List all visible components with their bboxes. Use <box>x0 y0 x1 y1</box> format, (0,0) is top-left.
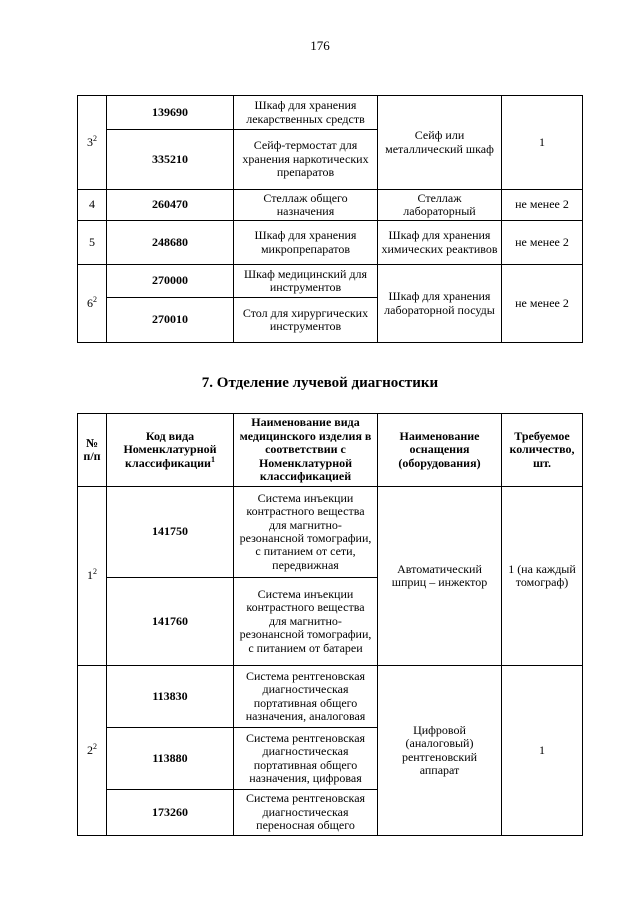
device-name-cell: Шкаф медицинский для инструментов <box>234 265 378 298</box>
equipment-cell: Стеллаж лабораторный <box>378 190 502 221</box>
equipment-cell: Цифровой (аналоговый) рентгеновский аппарат <box>378 666 502 836</box>
equipment-table-continued <box>77 95 583 343</box>
code-cell: 270010 <box>107 298 234 343</box>
device-name-cell: Шкаф для хранения микропрепаратов <box>234 221 378 265</box>
row-number: $3^2$ <box>78 96 107 190</box>
device-name-cell: Система рентгеновская диагностическая портативная общего назначения, цифровая <box>234 728 378 790</box>
section-title: 7. Отделение лучевой диагностики <box>201 375 439 391</box>
device-name-cell: Система рентгеновская диагностическая переносная общего <box>234 790 378 836</box>
table-row <box>78 96 583 130</box>
code-cell: 248680 <box>107 221 234 265</box>
code-cell: 139690 <box>107 96 234 130</box>
device-name-cell: Стол для хирургических инструментов <box>234 298 378 343</box>
code-cell: 113880 <box>107 728 234 790</box>
quantity-cell: 1 (на каждый томограф) <box>502 487 583 666</box>
quantity-cell: не менее 2 <box>502 221 583 265</box>
device-name-cell: Система инъекции контрастного вещества для магнитно-резонансной томографии, с питанием от батареи <box>234 578 378 666</box>
table-header-row <box>78 414 583 487</box>
device-name-cell: Стеллаж общего назначения <box>234 190 378 221</box>
row-number: $2^2$ <box>78 666 107 836</box>
quantity-cell: 1 <box>502 666 583 836</box>
code-cell: 260470 <box>107 190 234 221</box>
quantity-cell: не менее 2 <box>502 190 583 221</box>
code-cell: 141760 <box>107 578 234 666</box>
equipment-cell: Автоматический шприц – инжектор <box>378 487 502 666</box>
table-row <box>78 265 583 298</box>
device-name-cell: Система инъекции контрастного вещества для магнитно-резонансной томографии, с питанием от сети, передвижная <box>234 487 378 578</box>
row-number: $1^2$ <box>78 487 107 666</box>
code-cell: 113830 <box>107 666 234 728</box>
code-cell: 335210 <box>107 130 234 190</box>
table-row <box>78 487 583 578</box>
page-number: 176 <box>310 38 330 53</box>
equipment-cell: Шкаф для хранения химических реактивов <box>378 221 502 265</box>
row-number: 5 <box>78 221 107 265</box>
header-equipment: Наименование оснащения (оборудования) <box>378 414 502 487</box>
equipment-cell: Шкаф для хранения лабораторной посуды <box>378 265 502 343</box>
row-number: 4 <box>78 190 107 221</box>
table-row <box>78 666 583 728</box>
header-number: № п/п <box>78 414 107 487</box>
table-row <box>78 221 583 265</box>
header-device-name: Наименование вида медицинского изделия в соответствии с Номенклатурной классификацией <box>234 414 378 487</box>
device-name-cell: Система рентгеновская диагностическая портативная общего назначения, аналоговая <box>234 666 378 728</box>
header-quantity: Требуемое количество, шт. <box>502 414 583 487</box>
quantity-cell: не менее 2 <box>502 265 583 343</box>
header-code: Код вида Номенклатурной классификации$^1$ <box>107 414 234 487</box>
quantity-cell: 1 <box>502 96 583 190</box>
table-row <box>78 190 583 221</box>
code-cell: 270000 <box>107 265 234 298</box>
equipment-cell: Сейф или металлический шкаф <box>378 96 502 190</box>
device-name-cell: Сейф-термостат для хранения наркотических препаратов <box>234 130 378 190</box>
row-number: $6^2$ <box>78 265 107 343</box>
device-name-cell: Шкаф для хранения лекарственных средств <box>234 96 378 130</box>
code-cell: 173260 <box>107 790 234 836</box>
code-cell: 141750 <box>107 487 234 578</box>
radiology-equipment-table <box>77 413 583 836</box>
